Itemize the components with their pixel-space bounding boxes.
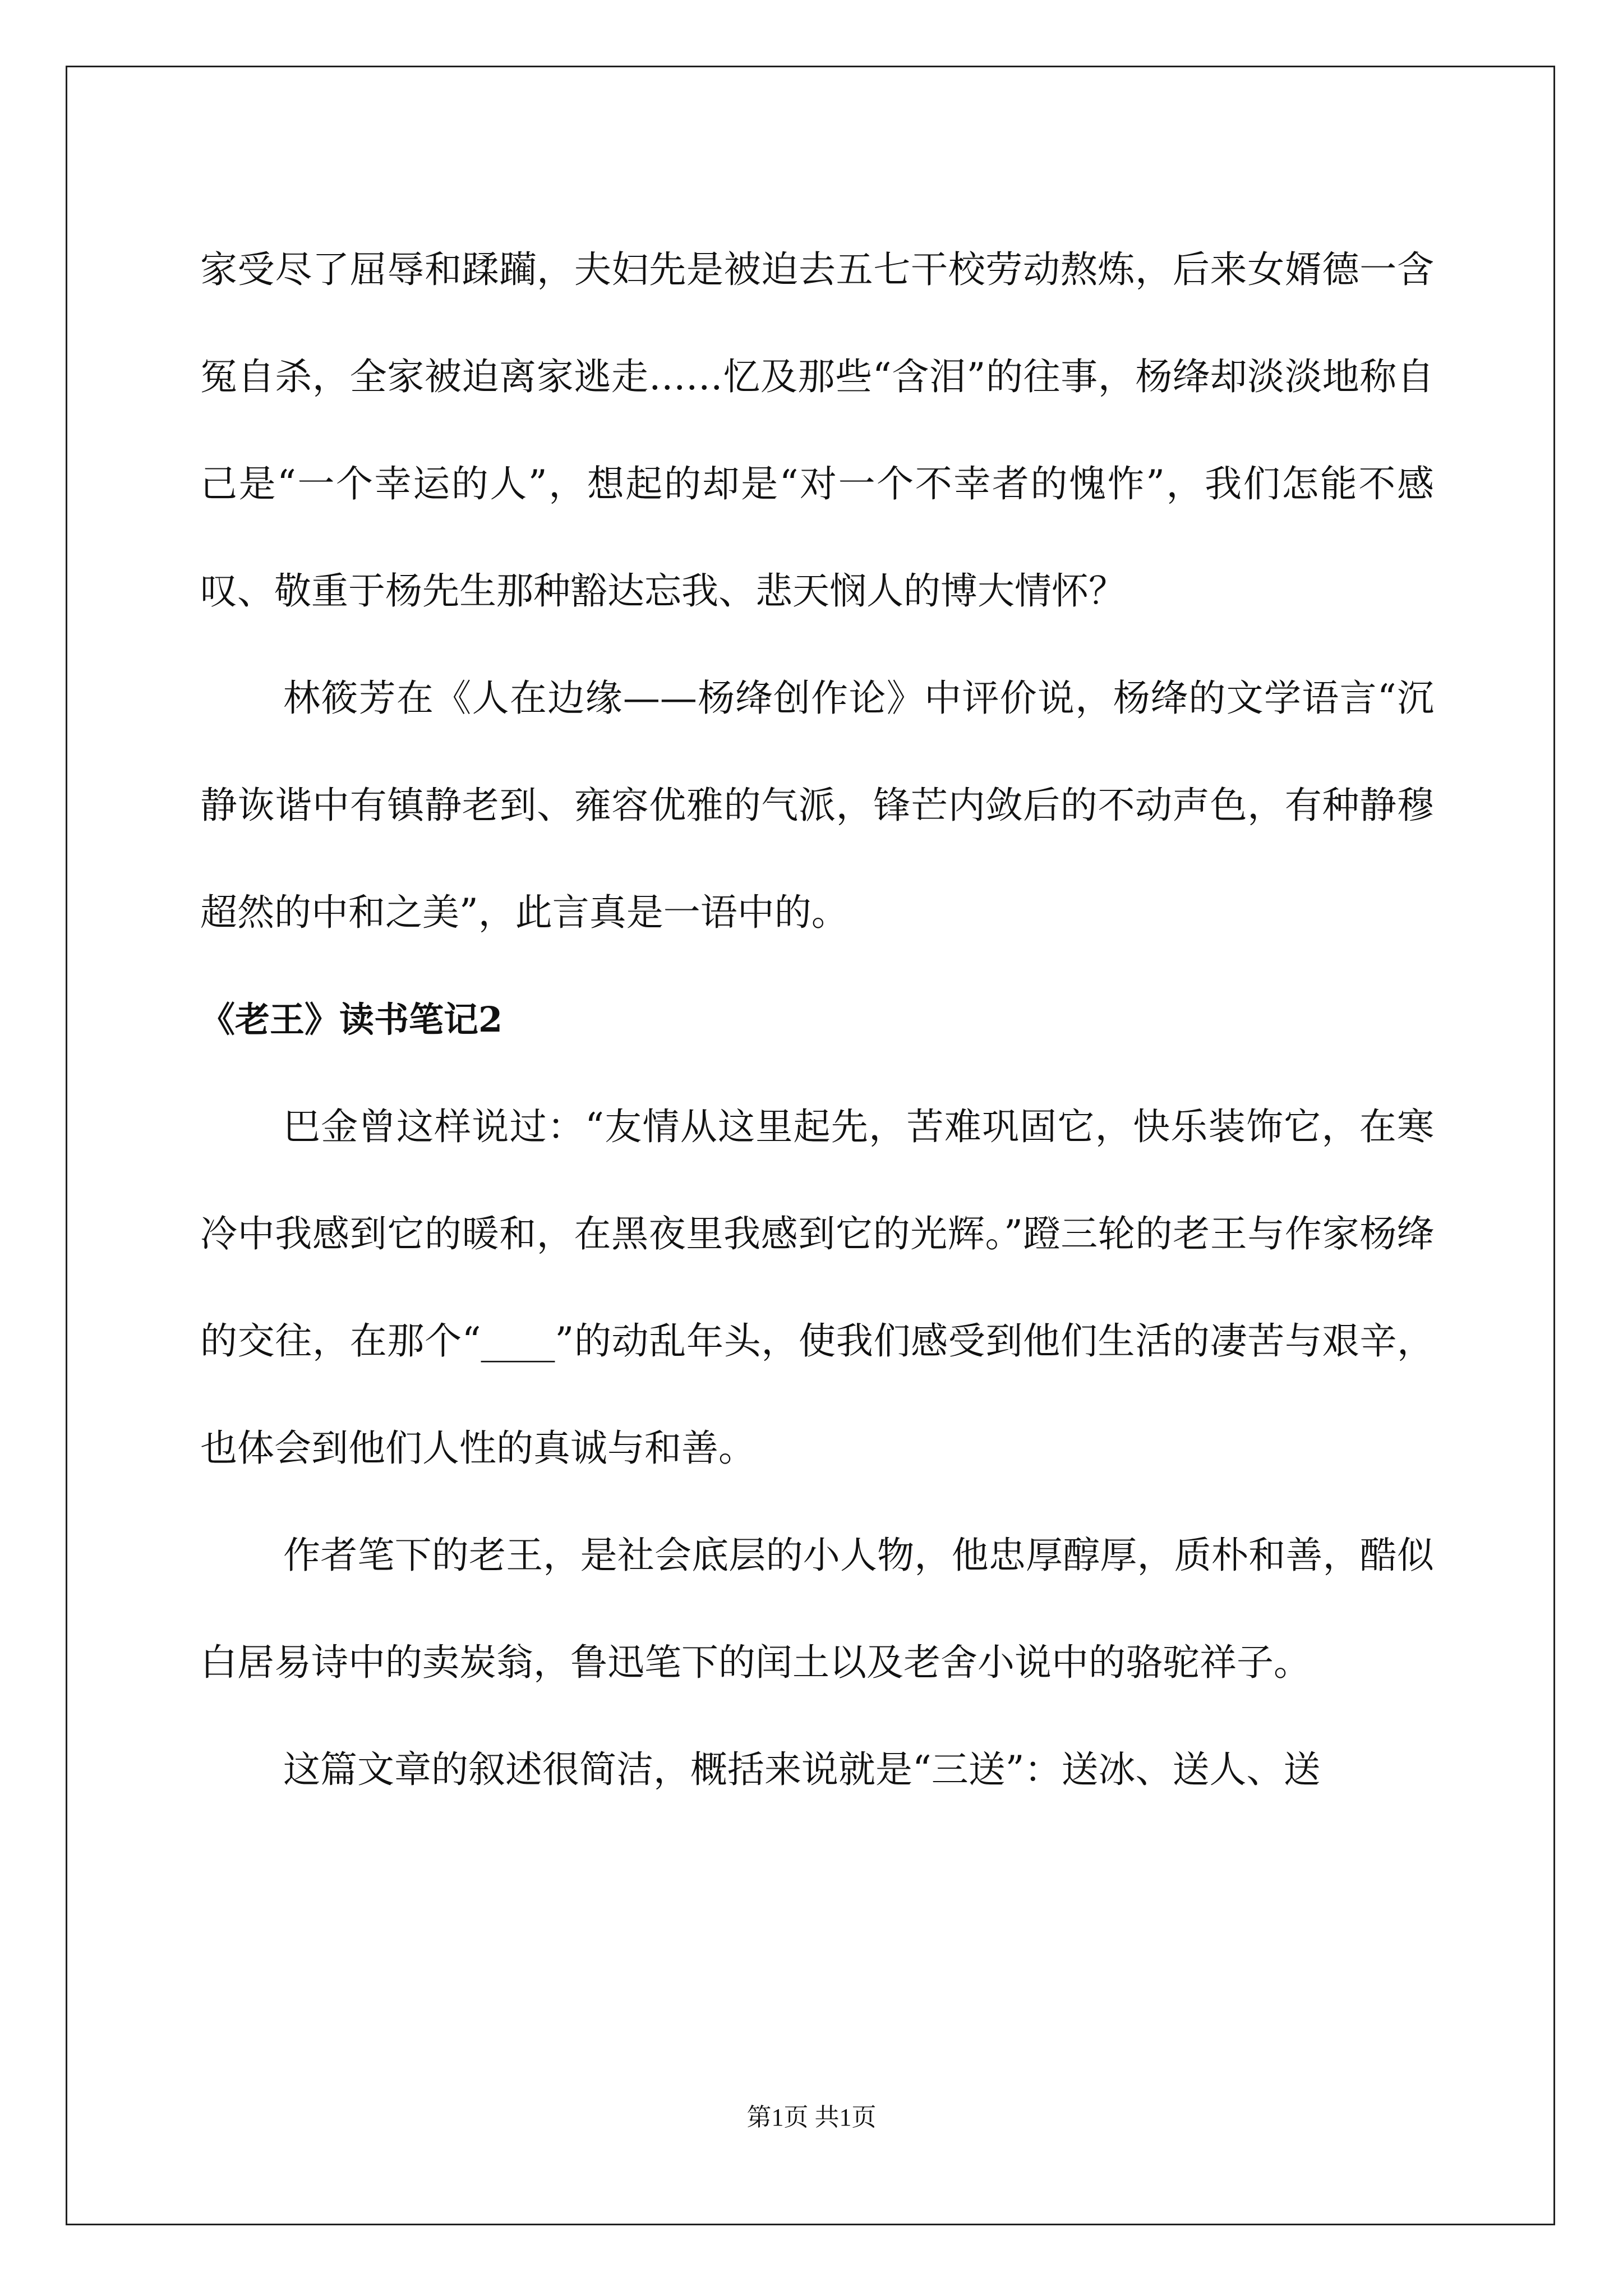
body-paragraph: 林筱芳在《人在边缘——杨绛创作论》中评价说，杨绛的文学语言“沉静诙谐中有镇静老到、雍容优雅的气派，锋芒内敛后的不动声色，有种静穆超然的中和之美”，此言真是一语中的。 (200, 677, 1434, 934)
body-paragraph: 这篇文章的叙述很简洁，概括来说就是“三送”：送冰、送人、送 (283, 1748, 1321, 1791)
body-paragraph: 作者笔下的老王，是社会底层的小人物，他忠厚醇厚，质朴和善，酷似白居易诗中的卖炭翁，鲁迅笔下的闰土以及老舍小说中的骆驼祥子。 (200, 1534, 1434, 1684)
section-title: 《老王》读书笔记2 (200, 999, 503, 1040)
page-number-footer: 第1页 共1页 (746, 2104, 877, 2131)
body-paragraph: 巴金曾这样说过：“友情从这里起先，苦难巩固它，快乐装饰它，在寒冷中我感到它的暖和，在黑夜里我感到它的光辉。”蹬三轮的老王与作家杨绛的交往，在那个“____”的动乱年头，使我们感受到他们生活的凄苦与艰辛，也体会到他们人性的真诚与和善。 (200, 1105, 1434, 1470)
document-body (200, 216, 1434, 1823)
body-paragraph: 家受尽了屈辱和蹂躏，夫妇先是被迫去五七干校劳动熬炼，后来女婿德一含冤自杀，全家被迫离家逃走……忆及那些“含泪”的往事，杨绛却淡淡地称自己是“一个幸运的人”，想起的却是“对一个不幸者的愧怍”，我们怎能不感叹、敬重于杨先生那种豁达忘我、悲天悯人的博大情怀？ (200, 248, 1434, 613)
